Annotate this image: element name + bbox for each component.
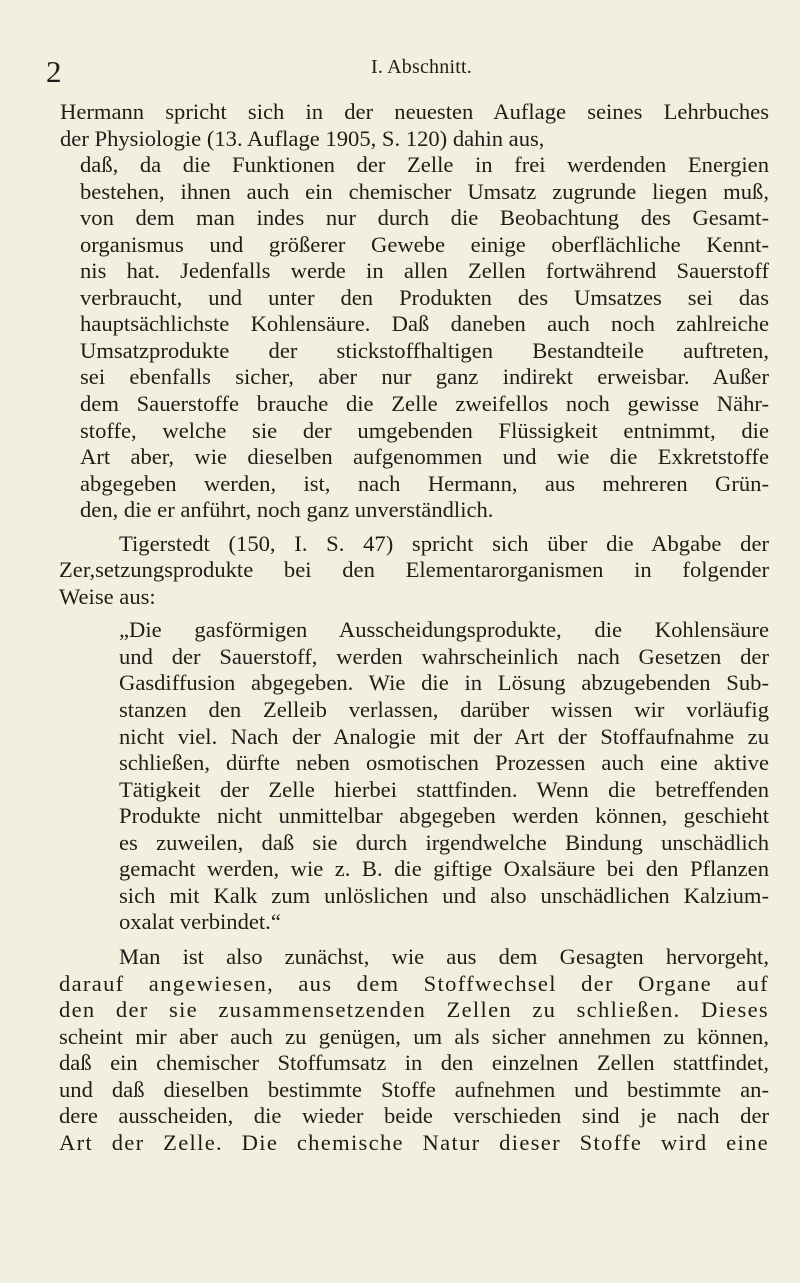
text-line: dem Sauerstoffe brauche die Zelle zweifellos noch gewisse Nähr- xyxy=(80,391,769,417)
paragraph-hermann xyxy=(60,99,769,524)
quote-line: oxalat verbindet.“ xyxy=(119,909,281,935)
text-line: von dem man indes nur durch die Beobachtung des Gesamt- xyxy=(80,205,769,231)
quote-line: stanzen den Zelleib verlassen, darüber wissen wir vorläufig xyxy=(119,697,769,723)
text-line: nis hat. Jedenfalls werde in allen Zellen fortwährend Sauerstoff xyxy=(80,258,769,284)
running-head: I. Abschnitt. xyxy=(371,56,472,78)
quote-line: sich mit Kalk zum unlöslichen und also unschädlichen Kalzium- xyxy=(119,882,769,908)
text-line: stoffe, welche sie der umgebenden Flüssigkeit entnimmt, die xyxy=(80,417,769,443)
quote-line: schließen, dürfte neben osmotischen Prozessen auch eine aktive xyxy=(119,750,769,776)
page-header xyxy=(46,52,756,92)
text-line: den, die er anführt, noch ganz unverständlich. xyxy=(80,497,494,523)
quote-line: gemacht werden, wie z. B. die giftige Oxalsäure bei den Pflanzen xyxy=(119,856,769,882)
text-line: scheint mir aber auch zu genügen, um als sicher annehmen zu können, xyxy=(59,1023,769,1049)
body-text xyxy=(60,99,769,1156)
quote-line: nicht viel. Nach der Analogie mit der Art der Stoffaufnahme zu xyxy=(119,723,769,749)
text-line: Hermann spricht sich in der neuesten Auflage seines Lehrbuches xyxy=(60,99,769,124)
text-line: daß ein chemischer Stoffumsatz in den einzelnen Zellen stattfindet, xyxy=(59,1050,769,1076)
text-line: den der sie zusammensetzenden Zellen zu schließen. Dieses xyxy=(59,997,769,1023)
quote-line: es zuweilen, daß sie durch irgendwelche Bindung unschädlich xyxy=(119,829,769,855)
page-number: 2 xyxy=(46,54,62,89)
text-line: und daß dieselben bestimmte Stoffe aufnehmen und bestimmte an- xyxy=(59,1076,769,1102)
text-line: Art der Zelle. Die chemische Natur dieser Stoffe wird eine xyxy=(59,1129,769,1155)
text-line: daß, da die Funktionen der Zelle in frei werdenden Energien xyxy=(80,152,769,178)
text-line: Tigerstedt (150, I. S. 47) spricht sich über die Abgabe der xyxy=(119,530,769,556)
text-line: abgegeben werden, ist, nach Hermann, aus mehreren Grün- xyxy=(80,470,769,496)
text-line: dere ausscheiden, die wieder beide verschieden sind je nach der xyxy=(59,1103,769,1129)
text-line: Man ist also zunächst, wie aus dem Gesagten hervorgeht, xyxy=(119,943,769,969)
text-line: sei ebenfalls sicher, aber nur ganz indirekt erweisbar. Außer xyxy=(80,364,769,390)
paragraph-conclusion xyxy=(60,944,769,1156)
text-line: Zer,setzungsprodukte bei den Elementarorganismen in folgender xyxy=(59,557,769,583)
text-line: bestehen, ihnen auch ein chemischer Umsatz zugrunde liegen muß, xyxy=(80,178,769,204)
text-line: darauf angewiesen, aus dem Stoffwechsel der Organe auf xyxy=(59,970,769,996)
quote-line: und der Sauerstoff, werden wahrscheinlich nach Gesetzen der xyxy=(119,643,769,669)
block-quote xyxy=(60,617,769,936)
text-line: Umsatzprodukte der stickstoffhaltigen Bestandteile auftreten, xyxy=(80,337,769,363)
paragraph-tigerstedt xyxy=(60,531,769,611)
text-line: der Physiologie (13. Auflage 1905, S. 120) dahin aus, xyxy=(60,125,545,151)
quote-line: Gasdiffusion abgegeben. Wie die in Lösung abzugebenden Sub- xyxy=(119,670,769,696)
text-line: Weise aus: xyxy=(59,583,156,609)
text-line: organismus und größerer Gewebe einige oberflächliche Kennt- xyxy=(80,231,769,257)
text-line: hauptsächlichste Kohlensäure. Daß daneben auch noch zahlreiche xyxy=(80,311,769,337)
quote-line: „Die gasförmigen Ausscheidungsprodukte, die Kohlensäure xyxy=(119,617,769,643)
quote-line: Tätigkeit der Zelle hierbei stattfinden. Wenn die betreffenden xyxy=(119,776,769,802)
quote-line: Produkte nicht unmittelbar abgegeben werden können, geschieht xyxy=(119,803,769,829)
text-line: Art aber, wie dieselben aufgenommen und wie die Exkretstoffe xyxy=(80,444,769,470)
text-line: verbraucht, und unter den Produkten des Umsatzes sei das xyxy=(80,284,769,310)
